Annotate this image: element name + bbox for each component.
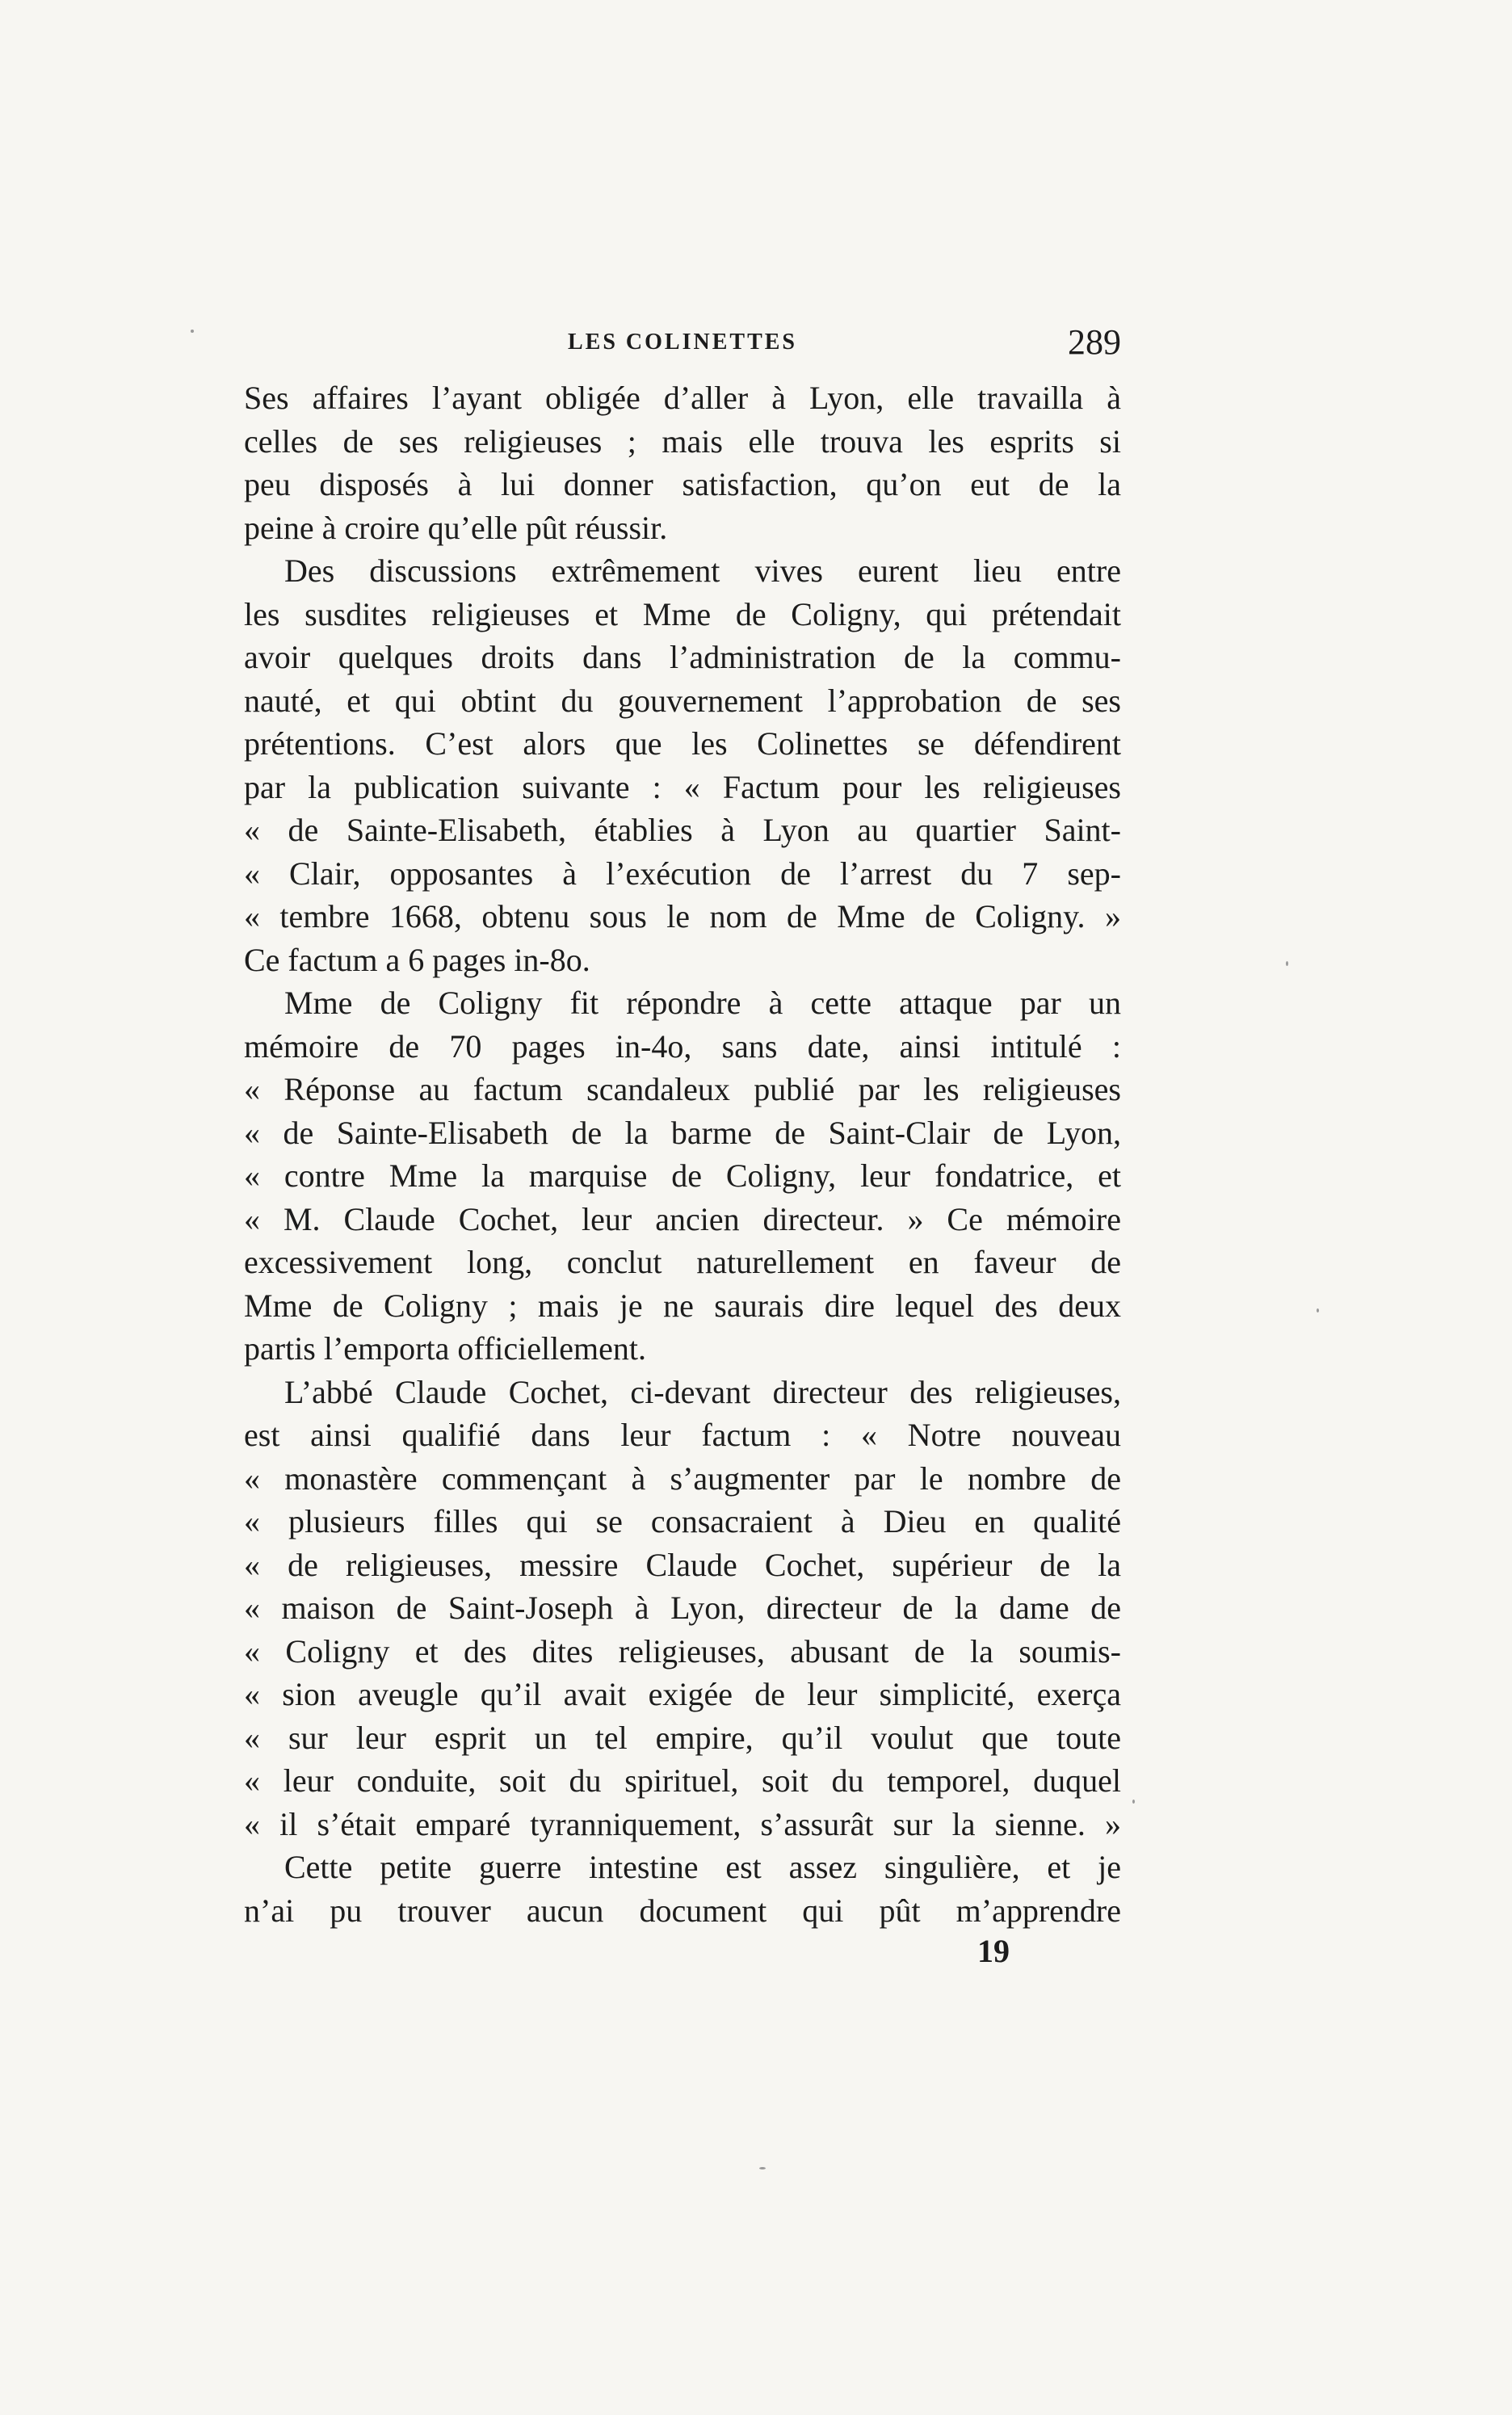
text-line: « monastère commençant à s’augmenter par le nombre de (244, 1460, 1121, 1497)
page-number: 289 (1068, 322, 1121, 362)
print-speck (1286, 961, 1288, 966)
text-line: n’ai pu trouver aucun document qui pût m’apprendre (244, 1892, 1121, 1929)
page-header (244, 321, 1121, 370)
text-line: « Réponse au factum scandaleux publié par les religieuses (244, 1071, 1121, 1107)
text-line: « contre Mme la marquise de Coligny, leur fondatrice, et (244, 1157, 1121, 1194)
text-line: « Clair, opposantes à l’exécution de l’arrest du 7 sep- (244, 855, 1121, 892)
text-line: prétentions. C’est alors que les Colinettes se défendirent (244, 725, 1121, 762)
text-line: peu disposés à lui donner satisfaction, qu’on eut de la (244, 466, 1121, 502)
print-speck (191, 330, 194, 333)
text-line: Des discussions extrêmement vives eurent lieu entre (284, 552, 1121, 589)
text-line: Ses affaires l’ayant obligée d’aller à Lyon, elle travailla à (244, 380, 1121, 416)
text-line: « sion aveugle qu’il avait exigée de leur simplicité, exerça (244, 1676, 1121, 1712)
text-line: Mme de Coligny fit répondre à cette attaque par un (284, 985, 1121, 1021)
text-line: mémoire de 70 pages in-4o, sans date, ainsi intitulé : (244, 1027, 1121, 1065)
text-line: est ainsi qualifié dans leur factum : « Notre nouveau (244, 1417, 1121, 1453)
text-line: nauté, et qui obtint du gouvernement l’approbation de ses (244, 682, 1121, 719)
text-line: « Coligny et des dites religieuses, abusant de la soumis- (244, 1632, 1121, 1670)
text-line: « il s’était emparé tyranniquement, s’assurât sur la sienne. » (244, 1805, 1121, 1842)
text-line: « maison de Saint-Joseph à Lyon, directeur de la dame de (244, 1590, 1121, 1626)
text-line: par la publication suivante : « Factum pour les religieuses (244, 768, 1121, 805)
text-line: avoir quelques droits dans l’administration de la commu- (244, 639, 1121, 675)
running-title: LES COLINETTES (568, 330, 797, 355)
body-text (244, 376, 1121, 1932)
text-line: excessivement long, conclut naturellement en faveur de (244, 1244, 1121, 1280)
text-line: Mme de Coligny ; mais je ne saurais dire lequel des deux (244, 1287, 1121, 1324)
text-line: « tembre 1668, obtenu sous le nom de Mme de Coligny. » (244, 898, 1121, 934)
text-line: « plusieurs filles qui se consacraient à Dieu en qualité (244, 1503, 1121, 1539)
text-line: Cette petite guerre intestine est assez singulière, et je (284, 1849, 1121, 1885)
text-line: partis l’emporta officiellement. (244, 1330, 646, 1367)
text-line: celles de ses religieuses ; mais elle trouva les esprits si (244, 422, 1121, 460)
text-line: les susdites religieuses et Mme de Coligny, qui prétendait (244, 595, 1121, 632)
print-speck (759, 2167, 766, 2169)
text-line: L’abbé Claude Cochet, ci-devant directeur des religieuses, (284, 1373, 1121, 1410)
text-line: « leur conduite, soit du spirituel, soit du temporel, duquel (244, 1762, 1121, 1799)
text-line: « M. Claude Cochet, leur ancien directeur. » Ce mémoire (244, 1200, 1121, 1237)
text-line: « de Sainte-Elisabeth de la barme de Saint-Clair de Lyon, (244, 1114, 1121, 1151)
text-line: « de Sainte-Elisabeth, établies à Lyon au quartier Saint- (244, 812, 1121, 848)
text-line: « de religieuses, messire Claude Cochet, supérieur de la (244, 1546, 1121, 1583)
text-line: « sur leur esprit un tel empire, qu’il voulut que toute (244, 1719, 1121, 1756)
print-speck (1317, 1308, 1319, 1312)
print-speck (1132, 1800, 1135, 1804)
signature-mark: 19 (977, 1933, 1010, 1969)
text-line: peine à croire qu’elle pût réussir. (244, 509, 668, 546)
text-line: Ce factum a 6 pages in-8o. (244, 941, 590, 978)
